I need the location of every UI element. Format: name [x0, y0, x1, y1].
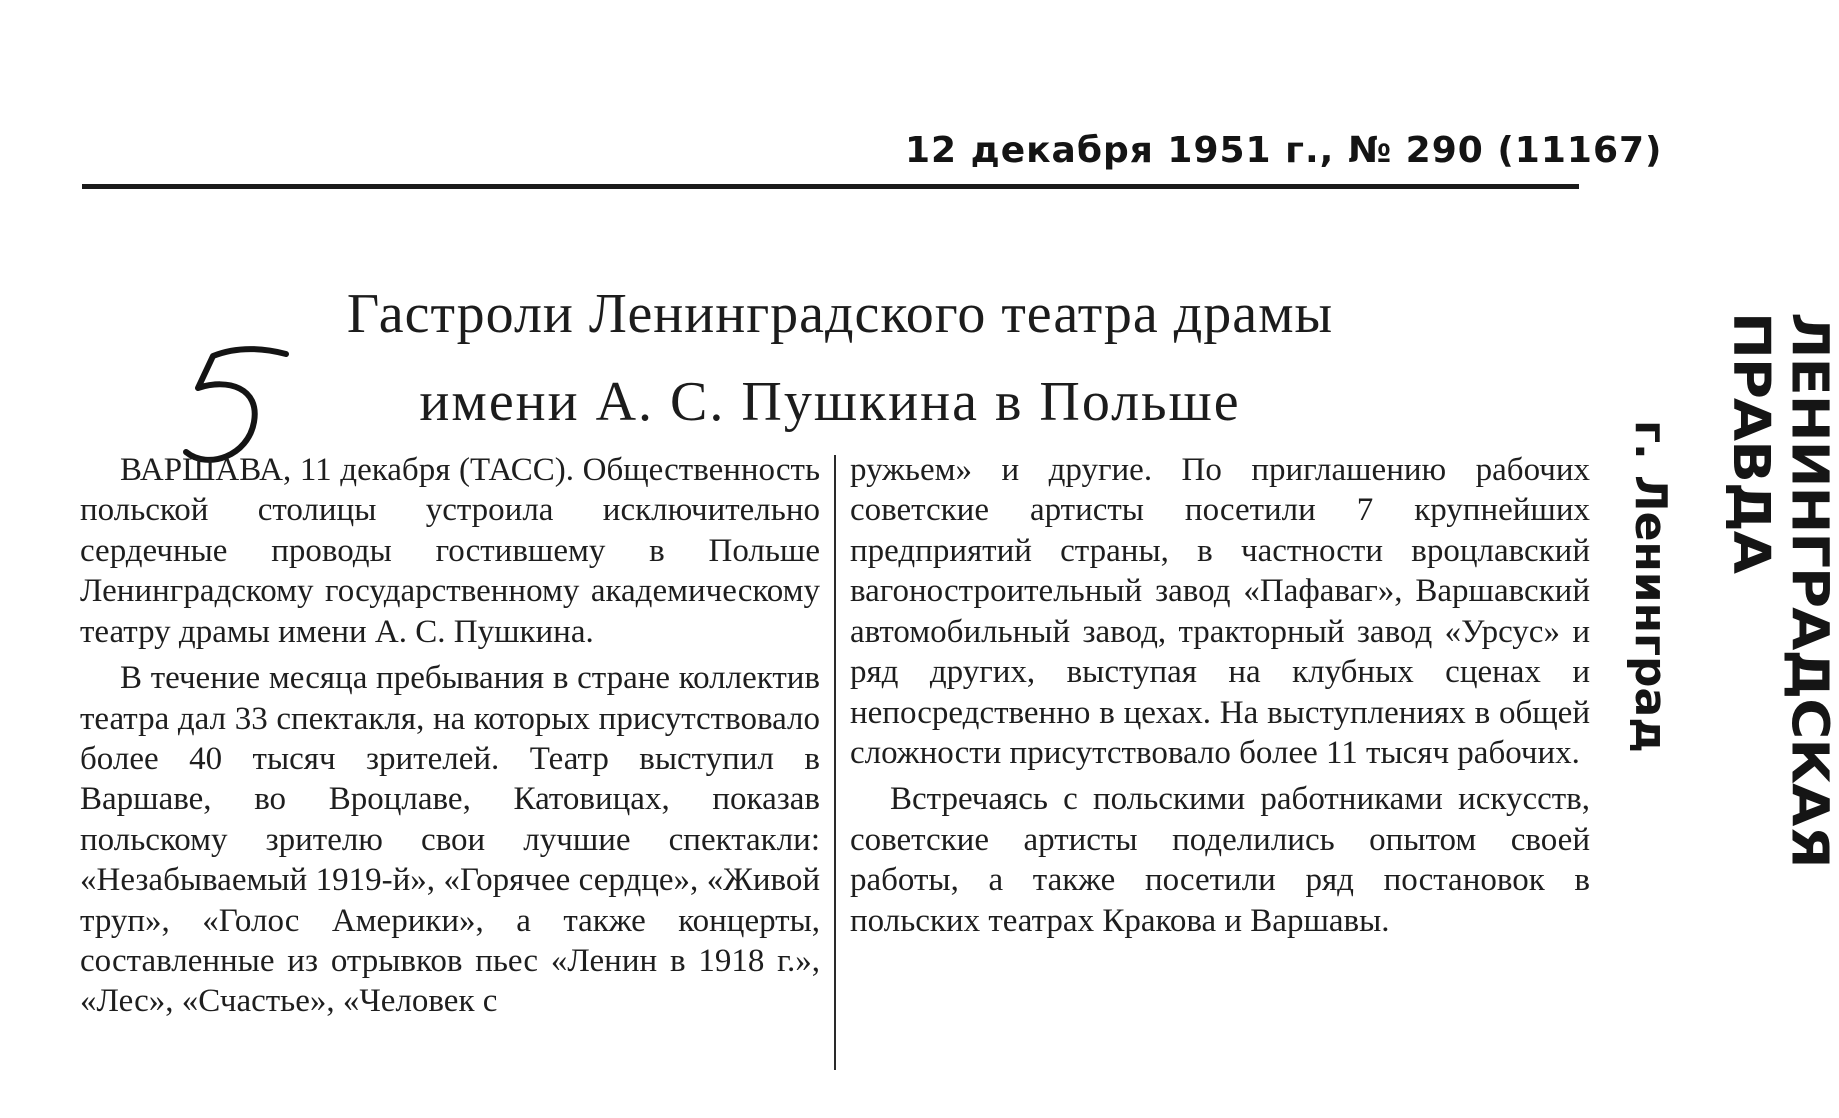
- masthead-rule: [82, 184, 1579, 189]
- headline-line-1: Гастроли Ленинградского театра драмы: [346, 283, 1334, 345]
- issue-dateline: 12 декабря 1951 г., № 290 (11167): [905, 130, 1663, 171]
- paragraph: В течение месяца пребывания в стране коллектив театра дал 33 спектакля, на которых присутствовало более 40 тысяч зрителей. Театр выступил в Варшаве, во Вроцлаве, Катовицах, показав польскому зрителю свои лучшие спектакли: «Незабываемый 1919-й», «Горячее сердце», «Живой труп», «Голос Америки», а также концерты, составленные из отрывков пьес «Ленин в 1918 г.», «Лес», «Счастье», «Человек с: [80, 660, 820, 1020]
- headline-line-2: имени А. С. Пушкина в Польше: [419, 371, 1241, 433]
- stamp-newspaper-name: ЛЕНИНГРАДСКАЯ ПРАВДА: [1721, 312, 1839, 868]
- paragraph: ВАРШАВА, 11 декабря (ТАСС). Общественность польской столицы устроила исключительно сердечные проводы гостившему в Польше Ленинградскому государственному академическому театру драмы имени А. С. Пушкина.: [80, 452, 820, 650]
- paragraph: ружьем» и другие. По приглашению рабочих советские артисты посетили 7 крупнейших предприятий страны, в частности вроцлавский вагоностроительный завод «Пафаваг», Варшавский автомобильный завод, тракторный завод «Урсус» и ряд других, выступая на клубных сценах и непосредственно в цехах. На выступлениях в общей сложности присутствовало более 11 тысяч рабочих.: [850, 452, 1590, 771]
- article-column-right: [850, 450, 1590, 941]
- paragraph: Встречаясь с польскими работниками искусств, советские артисты поделились опытом своей работы, а также посетили ряд постановок в польских театрах Кракова и Варшавы.: [850, 781, 1590, 939]
- stamp-city: г. Ленинград: [1625, 420, 1676, 753]
- article-column-left: [80, 450, 820, 1022]
- column-divider: [834, 455, 836, 1070]
